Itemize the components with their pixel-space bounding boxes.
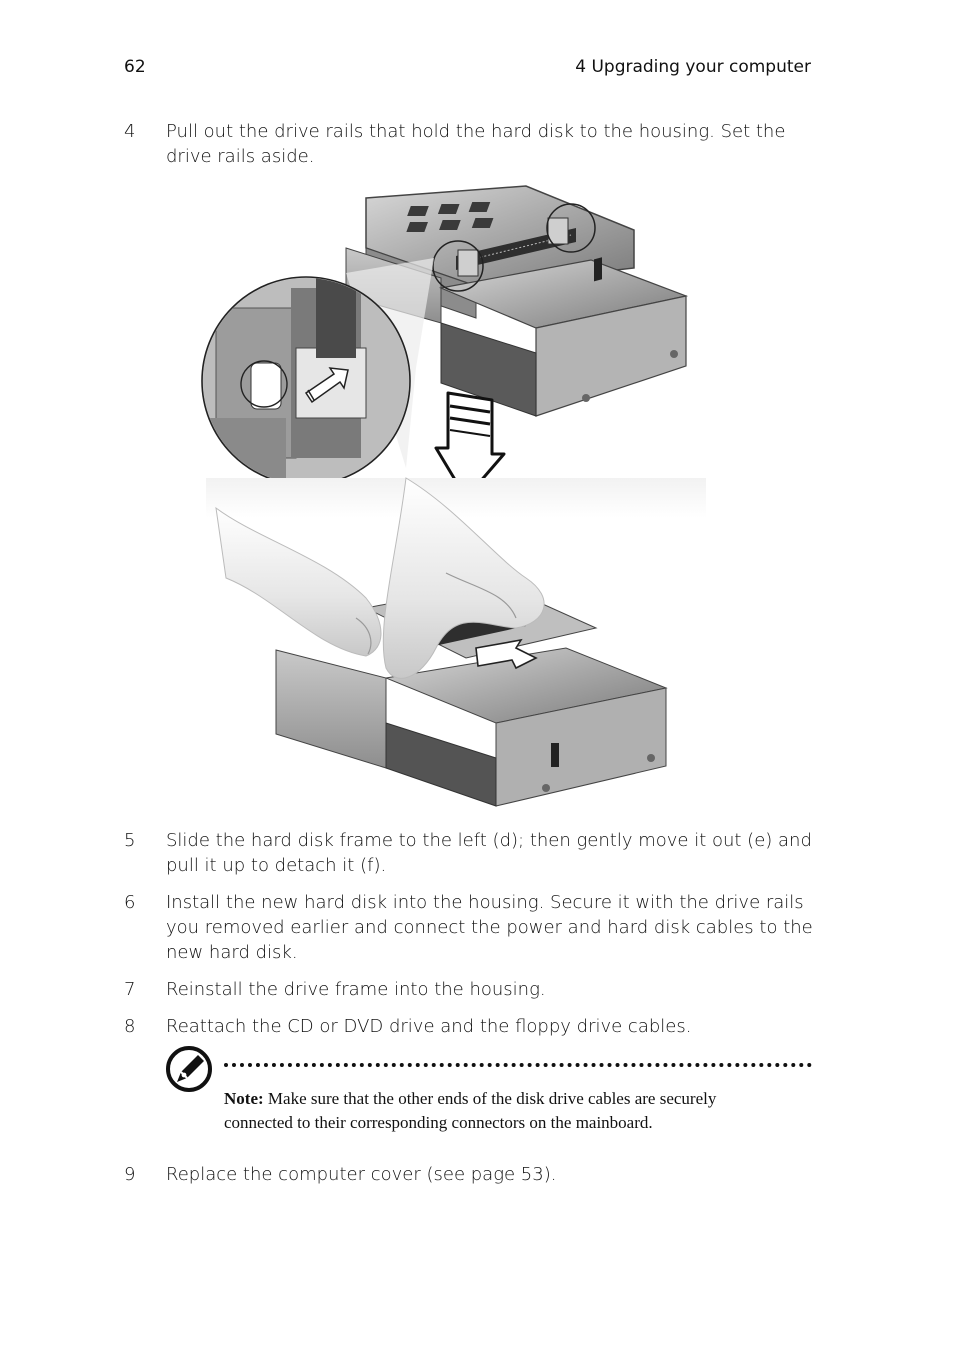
step-text: Replace the computer cover (see page 53). [166, 1164, 557, 1185]
drive-housing-illustration [196, 178, 716, 822]
step-7 [124, 977, 814, 1002]
step-6 [124, 890, 814, 965]
note-body: Make sure that the other ends of the disk drive cables are securely connected to their corresponding connectors on the mainboard. [224, 1089, 717, 1132]
step-4 [124, 119, 814, 169]
step-8 [124, 1014, 814, 1039]
lower-scene [206, 478, 706, 806]
note-divider [224, 1063, 812, 1067]
running-header: 4 Upgrading your computer [575, 57, 811, 77]
step-number: 7 [124, 979, 136, 1000]
step-text: Reinstall the drive frame into the housing. [166, 979, 546, 1000]
step-number: 6 [124, 892, 136, 913]
step-number: 4 [124, 121, 136, 142]
note-text [224, 1087, 784, 1135]
note-pen-icon [165, 1045, 213, 1093]
note-label: Note: [224, 1089, 264, 1108]
step-text: Reattach the CD or DVD drive and the floppy drive cables. [166, 1016, 692, 1037]
step-text: Install the new hard disk into the housing. Secure it with the drive rails you removed earlier and connect the power and hard disk cables to the new hard disk. [166, 892, 813, 963]
step-text: Slide the hard disk frame to the left (d); then gently move it out (e) and pull it up to detach it (f). [166, 830, 812, 876]
step-5 [124, 828, 814, 878]
step-number: 8 [124, 1016, 136, 1037]
step-number: 9 [124, 1164, 136, 1185]
step-number: 5 [124, 830, 136, 851]
step-text: Pull out the drive rails that hold the hard disk to the housing. Set the drive rails aside. [166, 121, 786, 167]
step-9 [124, 1162, 814, 1187]
page-number: 62 [124, 57, 146, 77]
